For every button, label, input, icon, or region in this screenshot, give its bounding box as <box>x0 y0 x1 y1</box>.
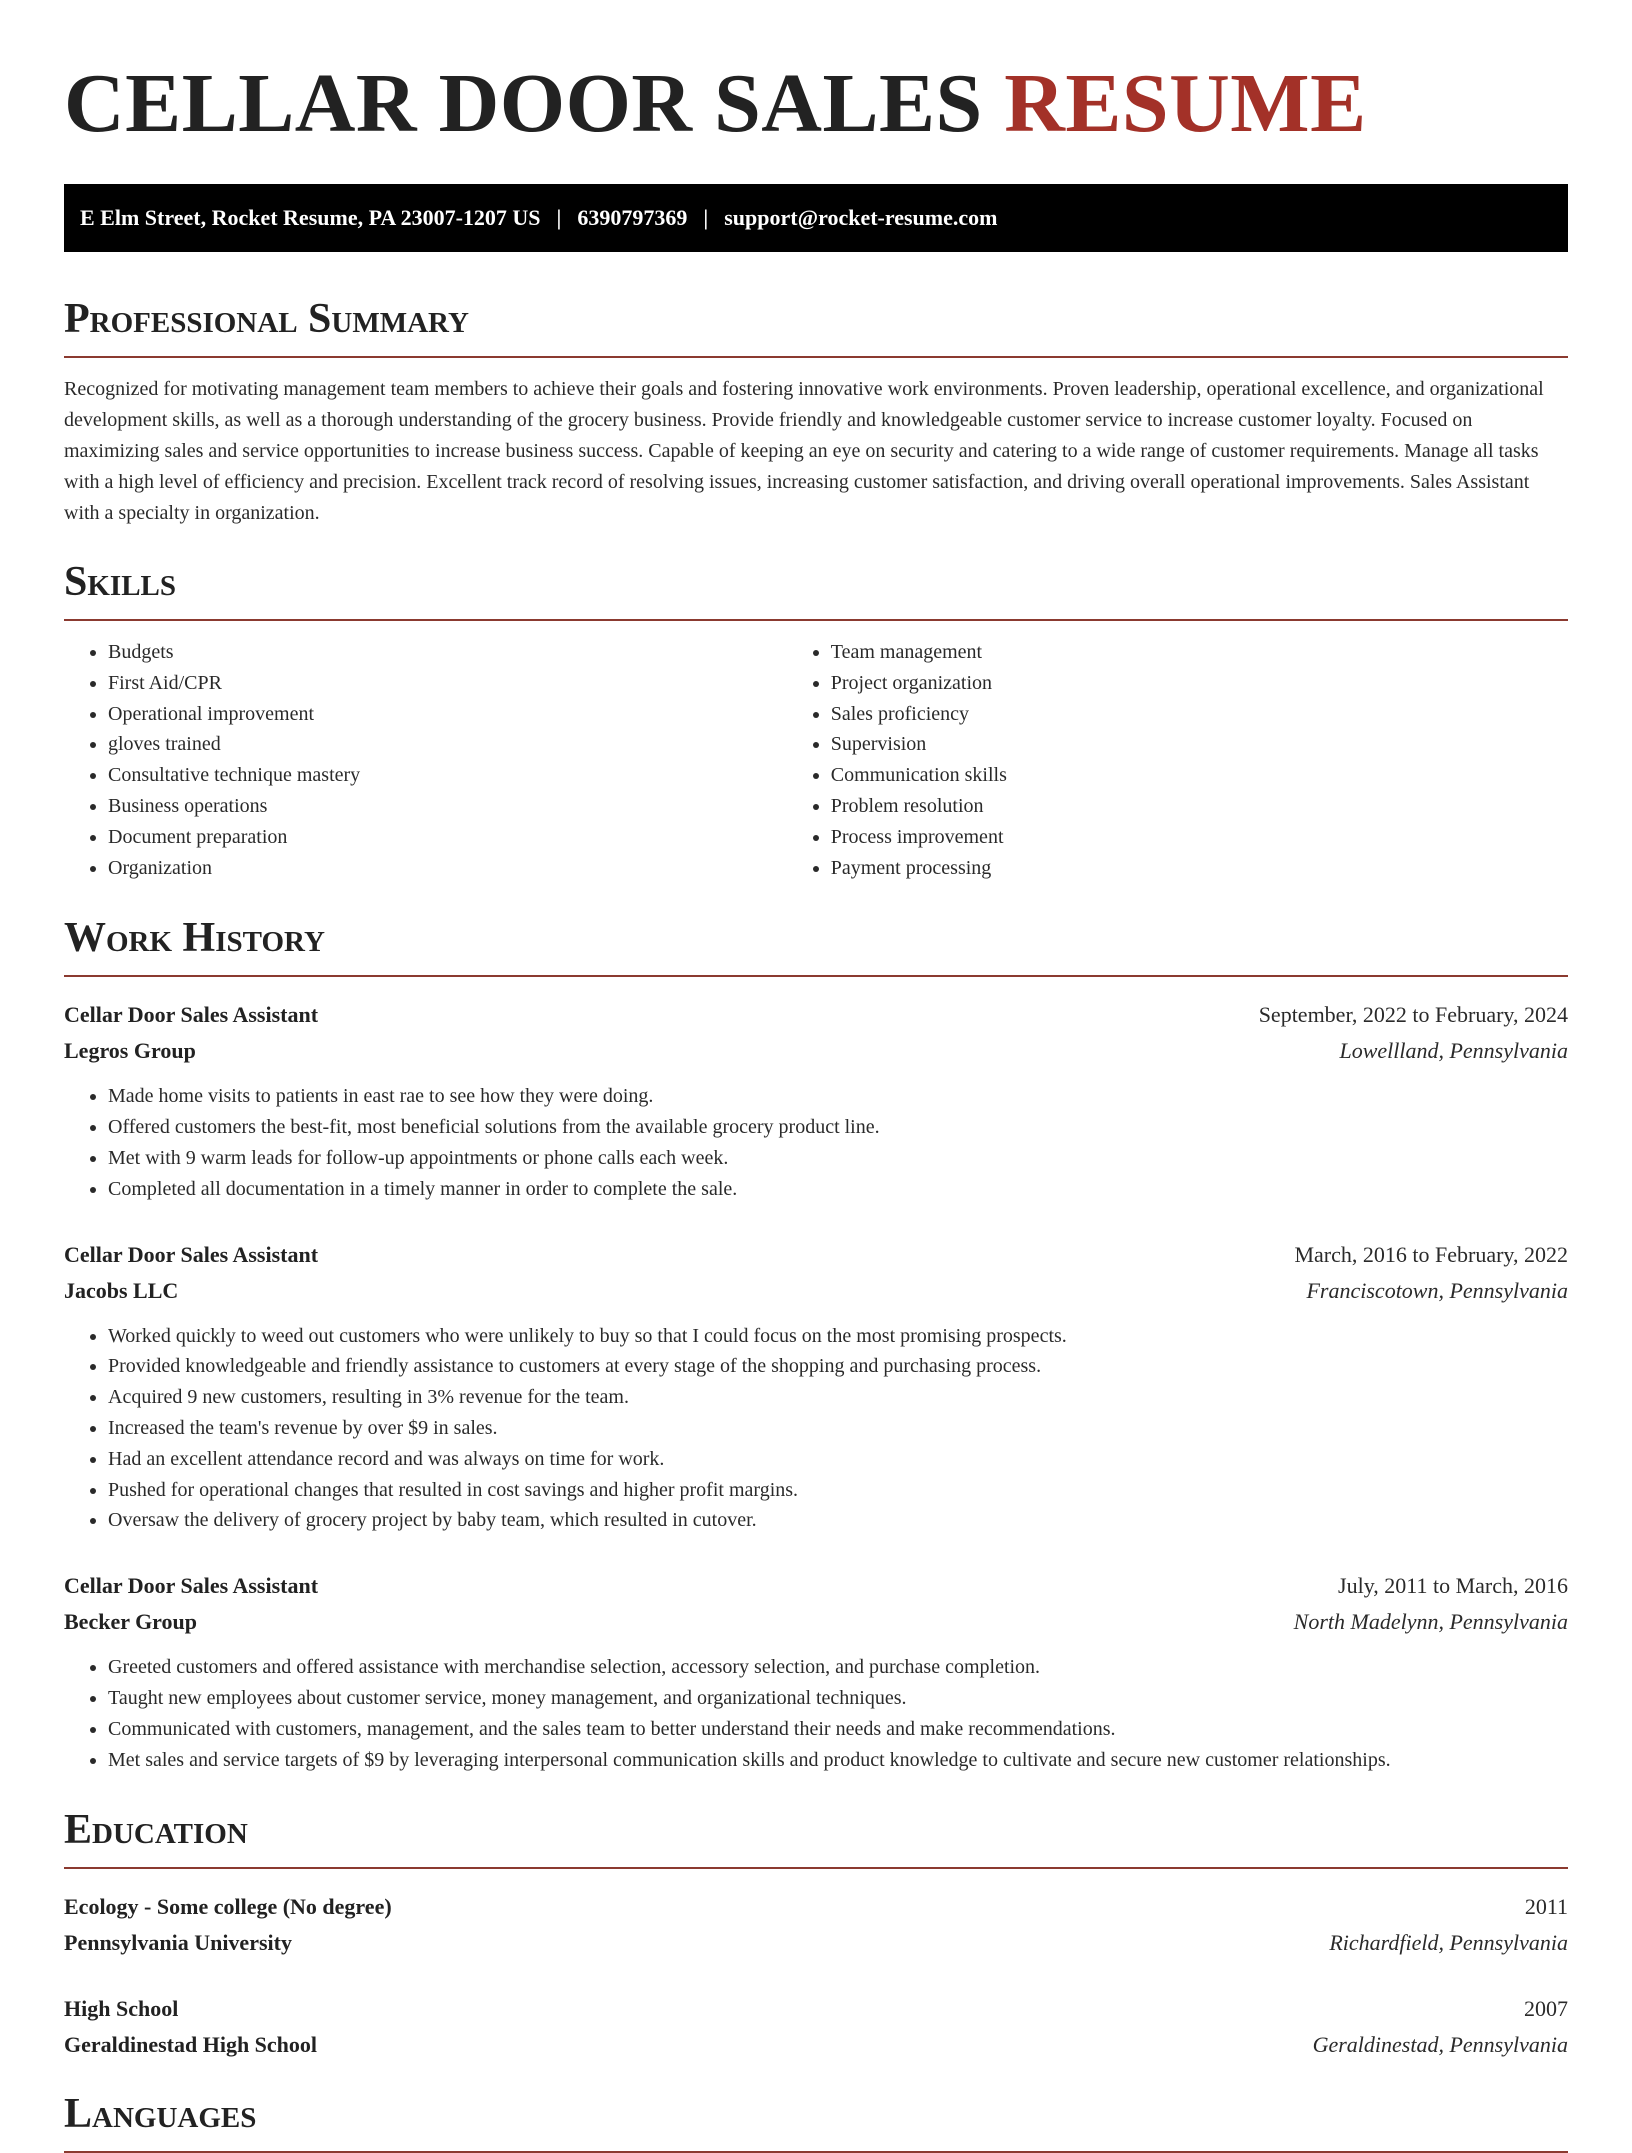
job-bullets <box>64 1081 1568 1204</box>
job-bullet: • Offered customers the best-fit, most beneficial solutions from the available grocery product line. <box>108 1112 1568 1143</box>
job-dates: July, 2011 to March, 2016 <box>1338 1573 1568 1599</box>
job-bullet: • Provided knowledgeable and friendly assistance to customers at every stage of the shopping and purchasing process. <box>108 1351 1568 1382</box>
education-entry <box>64 1991 1568 2063</box>
job-bullet: • Completed all documentation in a timely manner in order to complete the sale. <box>108 1174 1568 1205</box>
section-title-skills: Skills <box>64 557 1568 621</box>
skill-item: • Problem resolution <box>831 791 1568 822</box>
skill-item: • Consultative technique mastery <box>108 760 787 791</box>
job-company-row <box>64 1273 1568 1309</box>
job-bullets <box>64 1321 1568 1537</box>
job-company-row <box>64 1033 1568 1069</box>
resume-title <box>64 0 1568 154</box>
education-school: Pennsylvania University <box>64 1930 292 1956</box>
skills-column-right <box>787 637 1568 883</box>
contact-email: support@rocket-resume.com <box>724 205 998 230</box>
skill-item: • Project organization <box>831 668 1568 699</box>
skills-column-left <box>64 637 787 883</box>
job-bullet: • Met with 9 warm leads for follow-up appointments or phone calls each week. <box>108 1143 1568 1174</box>
skill-item: • Communication skills <box>831 760 1568 791</box>
title-accent: RESUME <box>1004 57 1367 150</box>
job-role: Cellar Door Sales Assistant <box>64 1573 319 1599</box>
education-location: Geraldinestad, Pennsylvania <box>1312 2032 1568 2058</box>
skills-list <box>64 637 1568 883</box>
contact-separator: | <box>703 205 709 230</box>
job-role: Cellar Door Sales Assistant <box>64 1002 319 1028</box>
job-bullet: • Communicated with customers, management, and the sales team to better understand their needs and make recommendations. <box>108 1714 1568 1745</box>
skill-item: • Payment processing <box>831 853 1568 884</box>
job-bullet: • Greeted customers and offered assistance with merchandise selection, accessory selection, and purchase completion. <box>108 1652 1568 1683</box>
section-title-summary: Professional Summary <box>64 294 1568 358</box>
section-title-education: Education <box>64 1805 1568 1869</box>
job-bullet: • Acquired 9 new customers, resulting in 3% revenue for the team. <box>108 1382 1568 1413</box>
job-bullet: • Met sales and service targets of $9 by leveraging interpersonal communication skills and product knowledge to cultivate and secure new customer relationships. <box>108 1745 1568 1776</box>
job-location: North Madelynn, Pennsylvania <box>1293 1609 1568 1635</box>
job-company-row <box>64 1604 1568 1640</box>
job-header-row <box>64 1568 1568 1604</box>
job-company: Legros Group <box>64 1038 196 1064</box>
skill-item: • Operational improvement <box>108 699 787 730</box>
job-bullet: • Increased the team's revenue by over $9 in sales. <box>108 1413 1568 1444</box>
job-dates: March, 2016 to February, 2022 <box>1294 1241 1568 1267</box>
job-location: Lowellland, Pennsylvania <box>1339 1038 1568 1064</box>
contact-phone: 6390797369 <box>577 205 688 230</box>
job-bullet: • Pushed for operational changes that resulted in cost savings and higher profit margins. <box>108 1475 1568 1506</box>
job-location: Franciscotown, Pennsylvania <box>1306 1277 1568 1303</box>
skill-item: • Document preparation <box>108 822 787 853</box>
education-location: Richardfield, Pennsylvania <box>1329 1930 1568 1956</box>
section-title-work-history: Work History <box>64 913 1568 977</box>
skill-item: • Budgets <box>108 637 787 668</box>
education-school-row <box>64 1925 1568 1961</box>
job-bullet: • Had an excellent attendance record and was always on time for work. <box>108 1444 1568 1475</box>
contact-bar <box>64 184 1568 252</box>
job-header-row <box>64 997 1568 1033</box>
skill-item: • Team management <box>831 637 1568 668</box>
job-bullet: • Taught new employees about customer service, money management, and organizational techniques. <box>108 1683 1568 1714</box>
skill-item: • Business operations <box>108 791 787 822</box>
skill-item: • First Aid/CPR <box>108 668 787 699</box>
education-degree: Ecology - Some college (No degree) <box>64 1894 392 1920</box>
job-dates: September, 2022 to February, 2024 <box>1258 1002 1568 1028</box>
job-entry <box>64 1237 1568 1537</box>
education-year: 2011 <box>1524 1894 1568 1920</box>
job-entry <box>64 1568 1568 1775</box>
job-header-row <box>64 1237 1568 1273</box>
education-header-row <box>64 1889 1568 1925</box>
skill-item: • Organization <box>108 853 787 884</box>
education-degree: High School <box>64 1996 179 2022</box>
contact-separator: | <box>556 205 562 230</box>
skill-item: • Sales proficiency <box>831 699 1568 730</box>
skill-item: • Supervision <box>831 729 1568 760</box>
skill-item: • Process improvement <box>831 822 1568 853</box>
education-year: 2007 <box>1524 1996 1568 2022</box>
job-bullet: • Made home visits to patients in east rae to see how they were doing. <box>108 1081 1568 1112</box>
job-role: Cellar Door Sales Assistant <box>64 1241 319 1267</box>
education-entry <box>64 1889 1568 1961</box>
job-entry <box>64 997 1568 1204</box>
contact-address: E Elm Street, Rocket Resume, PA 23007-1207 US <box>80 205 541 230</box>
section-title-languages: Languages <box>64 2089 1568 2153</box>
job-bullet: • Worked quickly to weed out customers who were unlikely to buy so that I could focus on the most promising prospects. <box>108 1321 1568 1352</box>
skill-item: • gloves trained <box>108 729 787 760</box>
education-header-row <box>64 1991 1568 2027</box>
education-school: Geraldinestad High School <box>64 2032 318 2058</box>
summary-text: Recognized for motivating management team members to achieve their goals and fostering innovative work environments. Proven leadership, operational excellence, and organizational development skills, as well as a thorough understanding of the grocery business. Provide friendly and knowledgeable customer service to increase customer loyalty. Focused on maximizing sales and service opportunities to increase business success. Capable of keeping an eye on security and catering to a wide range of customer requirements. Manage all tasks with a high level of efficiency and precision. Excellent track record of resolving issues, increasing customer satisfaction, and driving overall operational improvements. Sales Assistant with a specialty in organization. <box>64 378 1544 524</box>
title-main: CELLAR DOOR SALES <box>64 57 983 150</box>
job-bullet: • Oversaw the delivery of grocery project by baby team, which resulted in cutover. <box>108 1505 1568 1536</box>
job-bullets <box>64 1652 1568 1775</box>
job-company: Becker Group <box>64 1609 198 1635</box>
job-company: Jacobs LLC <box>64 1277 179 1303</box>
education-school-row <box>64 2027 1568 2063</box>
